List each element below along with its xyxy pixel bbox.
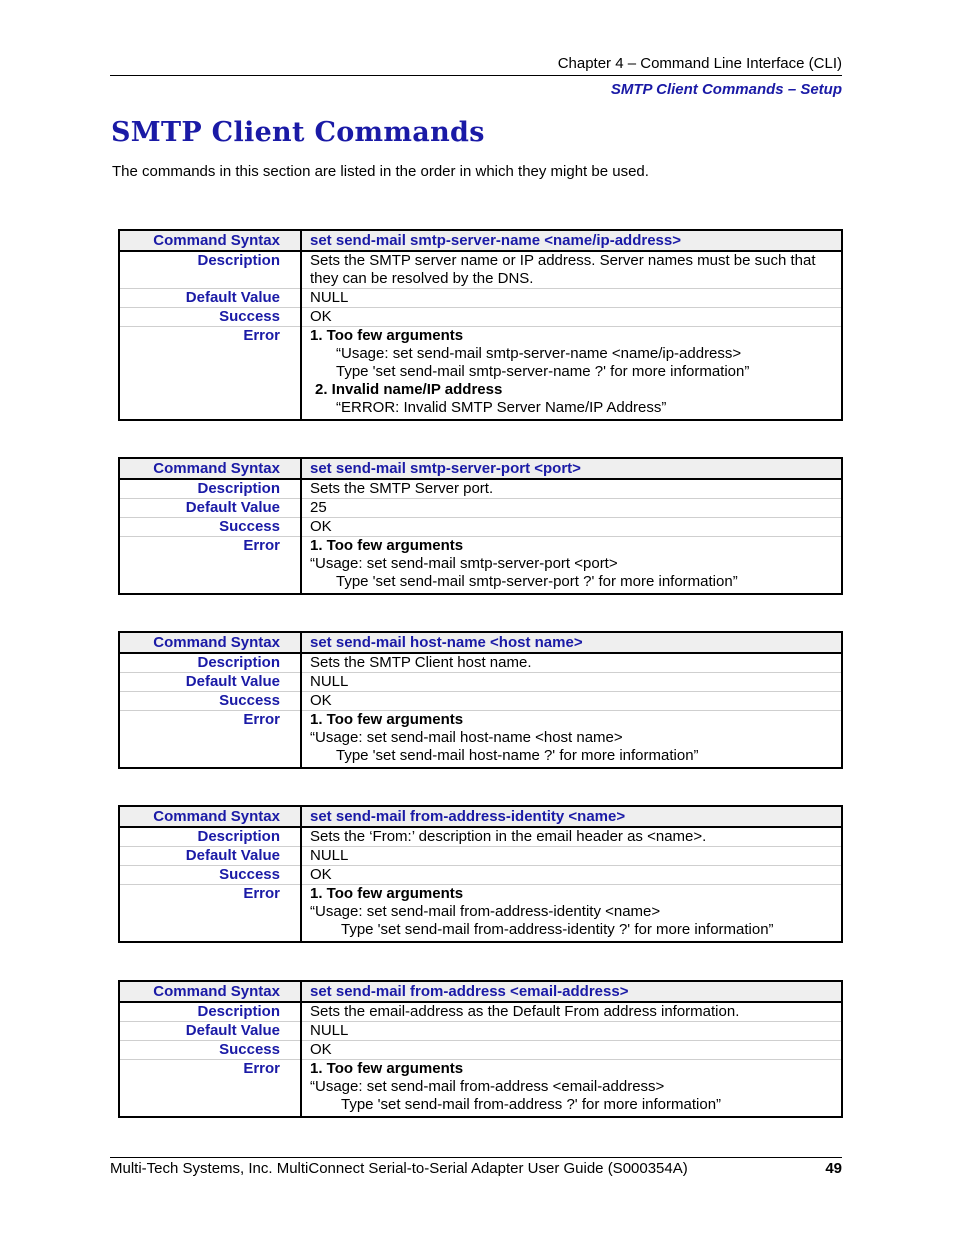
command-syntax: set send-mail host-name <host name> bbox=[301, 632, 842, 653]
description: Sets the SMTP server name or IP address. Server names must be such that they can be resolved by the DNS. bbox=[301, 251, 842, 289]
footer-text: Multi-Tech Systems, Inc. MultiConnect Serial-to-Serial Adapter User Guide (S000354A) bbox=[110, 1160, 688, 1177]
error-usage-line: “Usage: set send-mail from-address-identity <name> bbox=[310, 903, 661, 920]
label-error: Error bbox=[119, 537, 301, 595]
error-usage-line: “Usage: set send-mail host-name <host name> bbox=[310, 729, 623, 746]
command-syntax: set send-mail from-address <email-address> bbox=[301, 981, 842, 1002]
default-value: NULL bbox=[301, 673, 842, 692]
description: Sets the ‘From:’ description in the email header as <name>. bbox=[301, 827, 842, 847]
default-value: 25 bbox=[301, 499, 842, 518]
error-help-line: Type 'set send-mail from-address ?' for more information” bbox=[341, 1096, 722, 1113]
success-value: OK bbox=[301, 518, 842, 537]
label-error: Error bbox=[119, 885, 301, 943]
command-syntax: set send-mail from-address-identity <name> bbox=[301, 806, 842, 827]
label-default-value: Default Value bbox=[119, 499, 301, 518]
command-table-from-address-identity bbox=[118, 805, 843, 943]
page-number: 49 bbox=[825, 1160, 842, 1177]
label-success: Success bbox=[119, 308, 301, 327]
label-description: Description bbox=[119, 251, 301, 289]
command-table-smtp-server-name bbox=[118, 229, 843, 421]
description: Sets the email-address as the Default From address information. bbox=[301, 1002, 842, 1022]
default-value: NULL bbox=[301, 1022, 842, 1041]
label-description: Description bbox=[119, 479, 301, 499]
intro-text: The commands in this section are listed in the order in which they might be used. bbox=[112, 163, 649, 180]
error-title: 1. Too few arguments bbox=[310, 327, 464, 344]
page-title: SMTP Client Commands bbox=[111, 117, 485, 148]
header-rule bbox=[110, 75, 842, 76]
error-details bbox=[301, 327, 842, 421]
label-command-syntax: Command Syntax bbox=[119, 806, 301, 827]
error2-message: “ERROR: Invalid SMTP Server Name/IP Address” bbox=[336, 399, 667, 416]
success-value: OK bbox=[301, 308, 842, 327]
success-value: OK bbox=[301, 692, 842, 711]
label-command-syntax: Command Syntax bbox=[119, 458, 301, 479]
success-value: OK bbox=[301, 866, 842, 885]
error-details bbox=[301, 537, 842, 595]
error-details bbox=[301, 1060, 842, 1118]
error-usage-line: “Usage: set send-mail smtp-server-port <port> bbox=[310, 555, 618, 572]
error-help-line: Type 'set send-mail from-address-identity ?' for more information” bbox=[341, 921, 774, 938]
default-value: NULL bbox=[301, 847, 842, 866]
label-error: Error bbox=[119, 327, 301, 421]
label-description: Description bbox=[119, 653, 301, 673]
command-syntax: set send-mail smtp-server-name <name/ip-address> bbox=[301, 230, 842, 251]
label-success: Success bbox=[119, 866, 301, 885]
error-help-line: Type 'set send-mail smtp-server-name ?' for more information” bbox=[336, 363, 750, 380]
label-description: Description bbox=[119, 1002, 301, 1022]
label-description: Description bbox=[119, 827, 301, 847]
label-default-value: Default Value bbox=[119, 847, 301, 866]
error-title: 1. Too few arguments bbox=[310, 537, 464, 554]
label-default-value: Default Value bbox=[119, 289, 301, 308]
error-help-line: Type 'set send-mail host-name ?' for more information” bbox=[336, 747, 699, 764]
description: Sets the SMTP Server port. bbox=[301, 479, 842, 499]
success-value: OK bbox=[301, 1041, 842, 1060]
label-success: Success bbox=[119, 692, 301, 711]
command-table-smtp-server-port bbox=[118, 457, 843, 595]
error-usage-line: “Usage: set send-mail from-address <email-address> bbox=[310, 1078, 665, 1095]
label-success: Success bbox=[119, 518, 301, 537]
error-title: 1. Too few arguments bbox=[310, 885, 464, 902]
error-title: 1. Too few arguments bbox=[310, 711, 464, 728]
label-success: Success bbox=[119, 1041, 301, 1060]
label-error: Error bbox=[119, 711, 301, 769]
error-usage-line: “Usage: set send-mail smtp-server-name <name/ip-address> bbox=[336, 345, 742, 362]
label-command-syntax: Command Syntax bbox=[119, 230, 301, 251]
command-table-from-address bbox=[118, 980, 843, 1118]
label-error: Error bbox=[119, 1060, 301, 1118]
default-value: NULL bbox=[301, 289, 842, 308]
error-help-line: Type 'set send-mail smtp-server-port ?' for more information” bbox=[336, 573, 738, 590]
description: Sets the SMTP Client host name. bbox=[301, 653, 842, 673]
error-details bbox=[301, 885, 842, 943]
header-chapter: Chapter 4 – Command Line Interface (CLI) bbox=[557, 55, 842, 72]
label-default-value: Default Value bbox=[119, 1022, 301, 1041]
command-syntax: set send-mail smtp-server-port <port> bbox=[301, 458, 842, 479]
error-title: 1. Too few arguments bbox=[310, 1060, 464, 1077]
footer-rule bbox=[110, 1157, 842, 1158]
error2-title: 2. Invalid name/IP address bbox=[315, 381, 503, 398]
header-section: SMTP Client Commands – Setup bbox=[610, 81, 842, 98]
error-details bbox=[301, 711, 842, 769]
command-table-host-name bbox=[118, 631, 843, 769]
label-command-syntax: Command Syntax bbox=[119, 981, 301, 1002]
label-command-syntax: Command Syntax bbox=[119, 632, 301, 653]
label-default-value: Default Value bbox=[119, 673, 301, 692]
